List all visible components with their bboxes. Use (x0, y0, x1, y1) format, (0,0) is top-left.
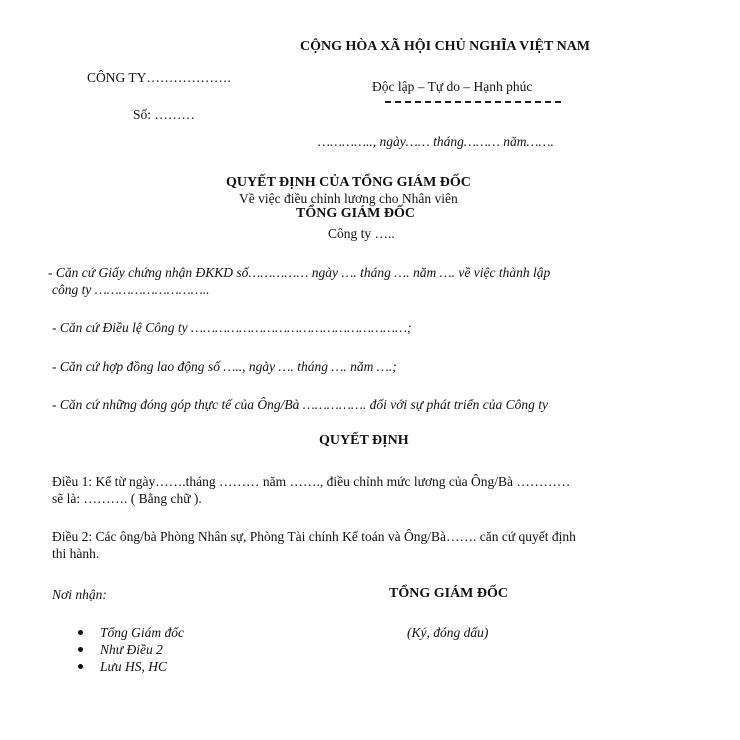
recipient-label: Tổng Giám đốc (100, 625, 184, 640)
basis-business-registration: - Căn cứ Giấy chứng nhận ĐKKD số…………… ngày …. tháng …. năm …. về việc thành lập (48, 265, 551, 280)
list-item (78, 641, 184, 658)
basis-business-registration-cont: công ty ……………………….. (52, 282, 210, 297)
bullet-icon (78, 647, 83, 652)
bullet-icon (78, 664, 83, 669)
article-1-cont: sẽ là: ………. ( Bằng chữ ). (52, 491, 202, 506)
signer-note: (Ký, đóng dấu) (407, 625, 489, 640)
decision-subject: Về việc điều chỉnh lương cho Nhân viên (239, 191, 458, 206)
basis-charter: - Căn cứ Điều lệ Công ty ………………………………………………; (52, 320, 412, 335)
motto: Độc lập – Tự do – Hạnh phúc (372, 79, 533, 94)
bullet-icon (78, 630, 83, 635)
motto-underline (385, 101, 561, 103)
signer-title: TỔNG GIÁM ĐỐC (389, 586, 508, 601)
article-1: Điều 1: Kể từ ngày…….tháng ……… năm ……., điều chỉnh mức lương của Ông/Bà ………… (52, 474, 571, 489)
decision-title: QUYẾT ĐỊNH CỦA TỔNG GIÁM ĐỐC (226, 175, 471, 190)
recipients-label: Nơi nhận: (52, 587, 107, 602)
list-item (78, 624, 184, 641)
decision-heading: QUYẾT ĐỊNH (319, 433, 409, 448)
date-place-line: ………….., ngày…… tháng……… năm……. (318, 134, 554, 149)
basis-labor-contract: - Căn cứ hợp đồng lao động số ….., ngày …. tháng …. năm ….; (52, 359, 397, 374)
recipients-list (78, 624, 184, 675)
list-item (78, 658, 184, 675)
recipient-label: Như Điều 2 (100, 642, 163, 657)
company-name: CÔNG TY………………. (87, 70, 231, 85)
nation-title: CỘNG HÒA XÃ HỘI CHỦ NGHĨA VIỆT NAM (300, 39, 591, 54)
authority-title: TỔNG GIÁM ĐỐC (296, 206, 415, 221)
basis-contributions: - Căn cứ những đóng góp thực tế của Ông/Bà ……………. đối với sự phát triển của Công ty (52, 397, 548, 412)
title-company: Công ty ….. (328, 226, 395, 241)
document-number: Số: ……… (133, 107, 195, 122)
article-2-cont: thi hành. (52, 546, 100, 561)
recipient-label: Lưu HS, HC (100, 659, 167, 674)
article-2: Điều 2: Các ông/bà Phòng Nhân sự, Phòng Tài chính Kế toán và Ông/Bà……. căn cứ quyết định (52, 529, 576, 544)
